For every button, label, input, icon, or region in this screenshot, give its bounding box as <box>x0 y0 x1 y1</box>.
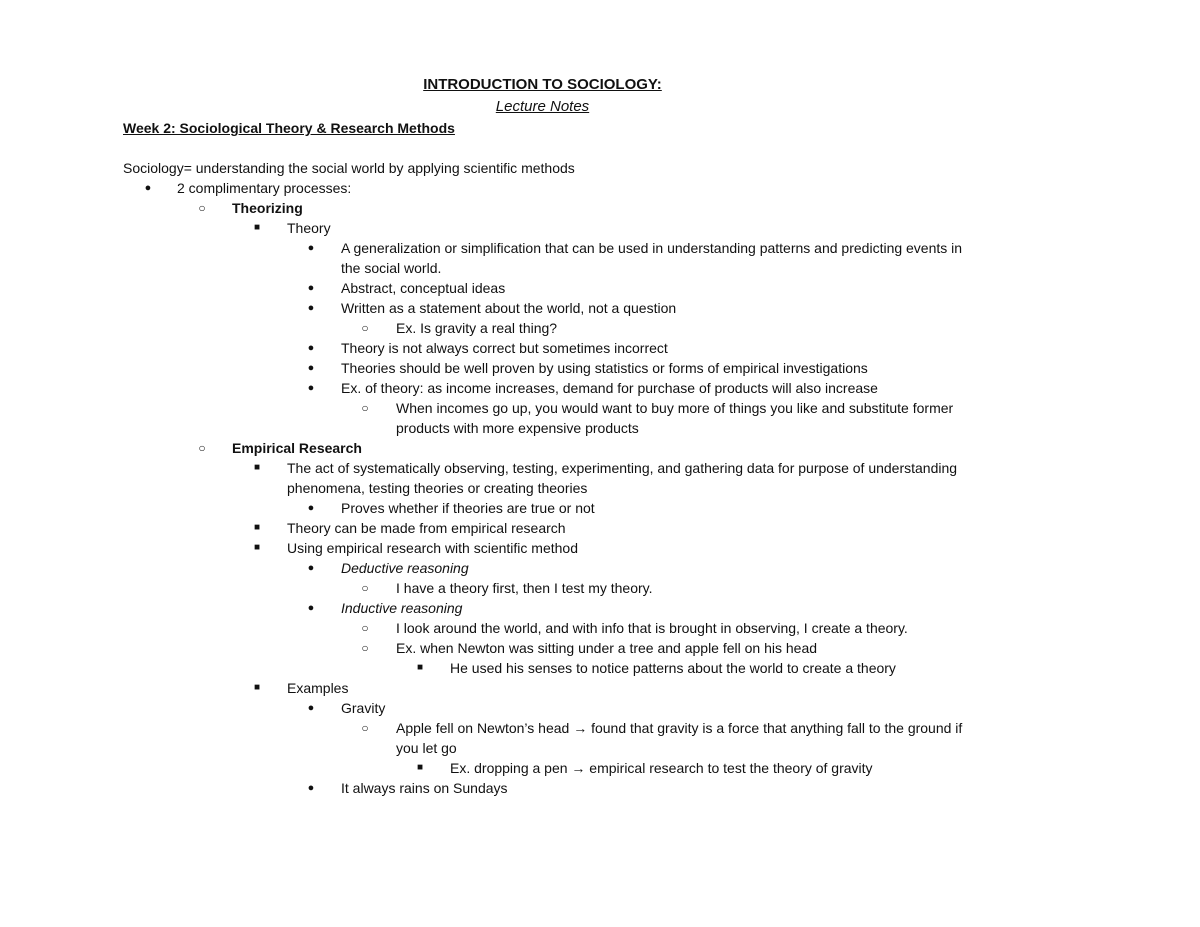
list-item-text: He used his senses to notice patterns about the world to create a theory <box>450 660 896 676</box>
list-item-text: Proves whether if theories are true or not <box>341 500 595 516</box>
list-item-text: Using empirical research with scientific method <box>287 540 578 556</box>
bullet-marker: ● <box>307 502 315 514</box>
bullet-marker: ■ <box>416 662 424 673</box>
list-item <box>0 218 1200 238</box>
bullet-marker: ○ <box>198 201 206 215</box>
list-item-text: The act of systematically observing, testing, experimenting, and gathering data for purpose of understanding phenomena, testing theories or creating theories <box>287 460 958 496</box>
bullet-marker: ● <box>307 382 315 394</box>
list-item <box>0 778 1200 798</box>
list-item-text: Empirical Research <box>232 440 362 456</box>
bullet-marker: ○ <box>361 401 369 415</box>
bullet-marker: ● <box>307 282 315 294</box>
list-item-text: Examples <box>287 680 349 696</box>
list-item <box>0 718 1200 758</box>
bullet-marker: ○ <box>361 721 369 735</box>
list-item-text: Apple fell on Newton’s head → found that gravity is a force that anything fall to the ground if you let go <box>396 720 963 756</box>
bullet-marker: ○ <box>361 621 369 635</box>
document-subtitle: Lecture Notes <box>495 98 590 115</box>
list-item-text: I look around the world, and with info that is brought in observing, I create a theory. <box>396 620 908 636</box>
list-item <box>0 598 1200 618</box>
bullet-marker: ● <box>307 602 315 614</box>
bullet-marker: ● <box>144 182 152 194</box>
list-item <box>0 198 1200 218</box>
list-item-text: Ex. of theory: as income increases, demand for purchase of products will also increase <box>341 380 878 396</box>
list-item-text: Gravity <box>341 700 386 716</box>
list-item <box>0 178 1200 198</box>
list-item-text: Abstract, conceptual ideas <box>341 280 506 296</box>
bullet-marker: ● <box>307 362 315 374</box>
bullet-marker: ● <box>307 302 315 314</box>
list-item-text: Ex. Is gravity a real thing? <box>396 320 558 336</box>
list-item <box>0 638 1200 658</box>
bullet-marker: ■ <box>253 462 261 473</box>
list-item-text: Ex. dropping a pen → empirical research to test the theory of gravity <box>450 760 873 776</box>
list-item <box>0 498 1200 518</box>
bullet-marker: ■ <box>253 682 261 693</box>
bullet-marker: ■ <box>253 222 261 233</box>
list-item <box>0 278 1200 298</box>
list-item <box>0 698 1200 718</box>
list-item-text: 2 complimentary processes: <box>177 180 352 196</box>
list-item <box>0 518 1200 538</box>
list-item-text: Inductive reasoning <box>341 600 463 616</box>
list-item <box>0 318 1200 338</box>
bullet-marker: ○ <box>198 441 206 455</box>
list-item <box>0 358 1200 378</box>
bullet-marker: ■ <box>253 522 261 533</box>
list-item <box>0 538 1200 558</box>
document-title: INTRODUCTION TO SOCIOLOGY: <box>423 76 662 93</box>
bullet-marker: ● <box>307 782 315 794</box>
intro-line: Sociology= understanding the social world by applying scientific methods <box>123 160 575 176</box>
bullet-marker: ● <box>307 342 315 354</box>
list-item <box>0 398 1200 438</box>
list-item-text: It always rains on Sundays <box>341 780 508 796</box>
list-item-text: Ex. when Newton was sitting under a tree and apple fell on his head <box>396 640 818 656</box>
list-item <box>0 578 1200 598</box>
bullet-marker: ■ <box>416 762 424 773</box>
list-item <box>0 558 1200 578</box>
list-item <box>0 378 1200 398</box>
list-item <box>0 758 1200 778</box>
list-item-text: Theory is not always correct but sometimes incorrect <box>341 340 668 356</box>
list-item <box>0 458 1200 498</box>
bullet-marker: ○ <box>361 581 369 595</box>
list-item-text: Deductive reasoning <box>341 560 469 576</box>
list-item <box>0 438 1200 458</box>
list-item-text: Theorizing <box>232 200 303 216</box>
list-item-text: Written as a statement about the world, not a question <box>341 300 677 316</box>
bullet-marker: ○ <box>361 641 369 655</box>
list-item-text: When incomes go up, you would want to buy more of things you like and substitute former products with more expensive products <box>396 400 954 436</box>
bullet-marker: ○ <box>361 321 369 335</box>
bullet-marker: ■ <box>253 542 261 553</box>
list-item-text: I have a theory first, then I test my theory. <box>396 580 653 596</box>
bullet-marker: ● <box>307 242 315 254</box>
week-heading: Week 2: Sociological Theory & Research Methods <box>123 120 455 136</box>
bullet-marker: ● <box>307 702 315 714</box>
notes-outline <box>0 178 1200 798</box>
list-item <box>0 678 1200 698</box>
list-item <box>0 658 1200 678</box>
list-item <box>0 298 1200 318</box>
list-item-text: A generalization or simplification that can be used in understanding patterns and predicting events in the social world. <box>341 240 963 276</box>
list-item <box>0 618 1200 638</box>
list-item-text: Theory can be made from empirical research <box>287 520 566 536</box>
list-item-text: Theories should be well proven by using statistics or forms of empirical investigations <box>341 360 868 376</box>
list-item <box>0 238 1200 278</box>
list-item-text: Theory <box>287 220 331 236</box>
list-item <box>0 338 1200 358</box>
bullet-marker: ● <box>307 562 315 574</box>
